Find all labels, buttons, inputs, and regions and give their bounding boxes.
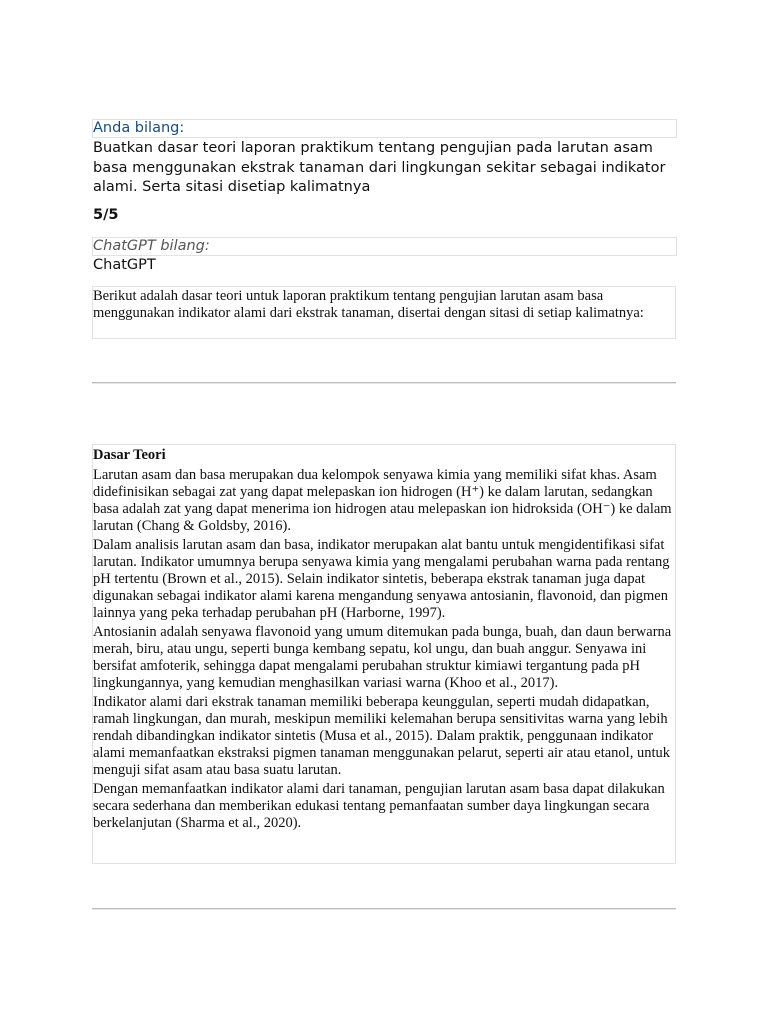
theory-paragraph: Larutan asam dan basa merupakan dua kelompok senyawa kimia yang memiliki sifat khas. Asam didefinisikan sebagai zat yang dapat melepaskan ion hidrogen (H⁺) ke dalam larutan, sedangkan basa adalah zat yang dapat menerima ion hidrogen atau melepaskan ion hidroksida (OH⁻) ke dalam larutan (Chang & Goldsby, 2016).: [93, 467, 672, 534]
theory-paragraph: Dalam analisis larutan asam dan basa, indikator merupakan alat bantu untuk mengidentifikasi sifat larutan. Indikator umumnya berupa senyawa kimia yang mengalami perubahan warna pada rentang pH tertentu (Brown et al., 2015). Selain indikator sintetis, beberapa ekstrak tanaman juga dapat digunakan sebagai indikator alami karena mengandung senyawa antosianin, flavonoid, dan pigmen lainnya yang peka terhadap perubahan pH (Harborne, 1997).: [93, 537, 670, 621]
user-turn-label: Anda bilang:: [92, 119, 677, 138]
divider-bottom: [92, 908, 676, 910]
theory-paragraph: Dengan memanfaatkan indikator alami dari tanaman, pengujian larutan asam basa dapat dilakukan secara sederhana dan memberikan edukasi tentang pemanfaatan sumber daya lingkungan secara berkelanjutan (Sharma et al., 2020).: [93, 781, 665, 831]
divider-top: [92, 382, 676, 384]
response-counter: 5/5: [93, 207, 119, 223]
assistant-name: ChatGPT: [93, 257, 156, 273]
theory-section: [92, 444, 676, 864]
assistant-turn-label: ChatGPT bilang:: [92, 237, 677, 256]
theory-title: Dasar Teori: [93, 447, 166, 463]
theory-paragraph: Indikator alami dari ekstrak tanaman memiliki beberapa keunggulan, seperti mudah didapatkan, ramah lingkungan, dan murah, meskipun memiliki kelemahan berupa sensitivitas warna yang lebih rendah dibandingkan indikator sintetis (Musa et al., 2015). Dalam praktik, penggunaan indikator alami memanfaatkan ekstraksi pigmen tanaman menggunakan pelarut, seperti air atau etanol, untuk menguji sifat asam atau basa suatu larutan.: [93, 694, 670, 778]
assistant-intro: Berikut adalah dasar teori untuk laporan praktikum tentang pengujian larutan asam basa menggunakan indikator alami dari ekstrak tanaman, disertai dengan sitasi di setiap kalimatnya:: [92, 286, 676, 339]
theory-paragraph: Antosianin adalah senyawa flavonoid yang umum ditemukan pada bunga, buah, dan daun berwarna merah, biru, atau ungu, seperti bunga kembang sepatu, kol ungu, dan buah anggur. Senyawa ini bersifat amfoterik, sehingga dapat mengalami perubahan struktur kimiawi tergantung pada pH lingkungannya, yang kemudian menghasilkan variasi warna (Khoo et al., 2017).: [93, 624, 672, 691]
user-message: Buatkan dasar teori laporan praktikum tentang pengujian pada larutan asam basa menggunakan ekstrak tanaman dari lingkungan sekitar sebagai indikator alami. Serta sitasi disetiap kalimatnya: [93, 140, 666, 195]
